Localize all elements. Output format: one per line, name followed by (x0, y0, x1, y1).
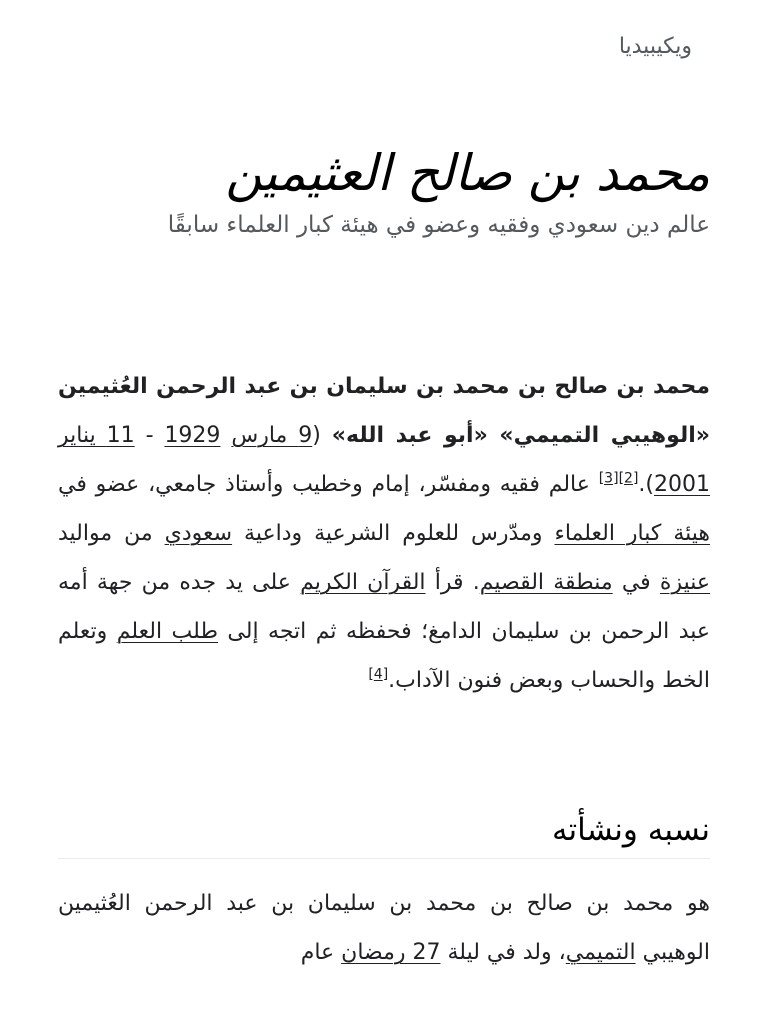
site-name[interactable]: ويكيبيديا (618, 34, 692, 59)
title-block (58, 140, 710, 240)
lead-text: ( (312, 423, 332, 448)
lead-text: وتعلم الخط والحساب وبعض فنون الآداب. (58, 619, 710, 693)
link-unaizah[interactable]: عنيزة (659, 570, 710, 595)
reference-link[interactable]: [4] (368, 666, 389, 683)
lead-text: من مواليد (58, 521, 165, 546)
link-death-day[interactable]: 11 يناير (58, 423, 135, 448)
reference-2[interactable] (619, 471, 639, 487)
lead-text: في (612, 570, 660, 595)
section-paragraph (58, 879, 710, 977)
link-birth-year[interactable]: 1929 (164, 423, 221, 448)
link-birth-day[interactable]: 9 مارس (231, 423, 313, 448)
lead-text: . قرأ (425, 570, 480, 595)
lead-text: - (134, 423, 165, 448)
link-qassim-region[interactable]: منطقة القصيم (479, 570, 613, 595)
link-saudi[interactable]: سعودي (164, 521, 233, 546)
page-title: محمد بن صالح العثيمين (225, 144, 710, 202)
link-senior-scholars-council[interactable]: هيئة كبار العلماء (554, 521, 711, 546)
lead-section (58, 362, 710, 705)
section-text: عام (300, 940, 342, 965)
link-death-year[interactable]: 2001 (654, 472, 710, 497)
lead-text: على يد جده من جهة أمه عبد الرحمن بن سليمان الدامغ؛ فحفظه ثم اتجه إلى (58, 570, 711, 644)
link-seeking-knowledge[interactable]: طلب العلم (116, 619, 218, 644)
lead-paragraph (58, 362, 710, 705)
subject-full-name: محمد بن صالح بن محمد بن سليمان بن عبد الرحمن العُثيمين «الوهيبي التميمي» «أبو عبد الله» (58, 374, 710, 448)
reference-3[interactable] (599, 471, 619, 487)
reference-link[interactable]: [2] (618, 470, 639, 487)
lead-text: ). (638, 472, 654, 497)
lead-text: عالم فقيه ومفسّر، إمام وخطيب وأستاذ جامعي، عضو في (58, 472, 599, 497)
page-subtitle: عالم دين سعودي وفقيه وعضو في هيئة كبار العلماء سابقًا (167, 212, 710, 238)
section-text: هو محمد بن صالح بن محمد بن سليمان بن عبد الرحمن العُثيمين الوهيبي (58, 891, 710, 965)
lead-text (220, 423, 231, 448)
link-quran[interactable]: القرآن الكريم (300, 570, 426, 595)
link-tamimi[interactable]: التميمي (565, 940, 636, 965)
reference-link[interactable]: [3] (598, 470, 619, 487)
reference-4[interactable] (368, 667, 388, 683)
section-heading[interactable]: نسبه ونشأته (58, 804, 710, 859)
section-text: ، ولد في ليلة (440, 940, 566, 965)
section-lineage-upbringing (58, 804, 710, 977)
lead-text: ومدّرس للعلوم الشرعية وداعية (232, 521, 555, 546)
link-27-ramadan[interactable]: 27 رمضان (341, 940, 441, 965)
